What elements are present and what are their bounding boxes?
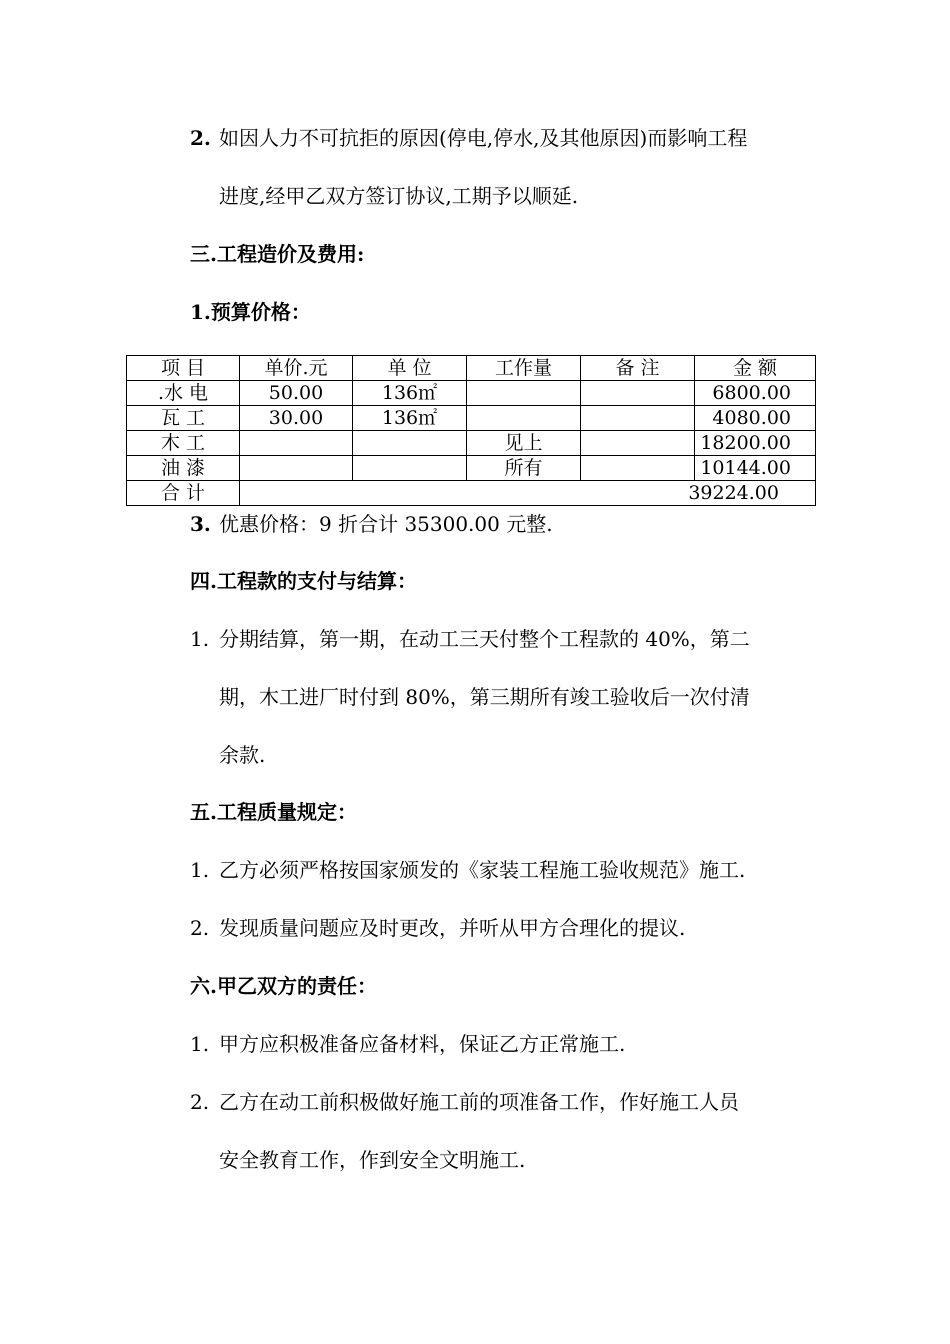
table-cell xyxy=(353,456,467,481)
table-cell xyxy=(467,381,581,406)
table-cell xyxy=(467,406,581,431)
paragraph-line: 余款. xyxy=(219,743,266,767)
item-number: 2. xyxy=(190,126,211,150)
table-cell: 瓦 工 xyxy=(127,406,240,431)
table-cell: 所有 xyxy=(467,456,581,481)
paragraph-line: 如因人力不可抗拒的原因(停电,停水,及其他原因)而影响工程 xyxy=(219,126,748,150)
table-cell-amount: 10144.00 xyxy=(695,456,816,481)
table-cell xyxy=(240,456,353,481)
table-cell xyxy=(581,456,695,481)
table-row xyxy=(127,456,816,481)
table-cell xyxy=(581,381,695,406)
table-header-cell: 单 位 xyxy=(353,356,467,381)
table-total-row xyxy=(127,481,816,506)
item-number: 3. xyxy=(190,512,211,536)
table-cell: 油 漆 xyxy=(127,456,240,481)
item-number: 1. xyxy=(190,1032,210,1056)
table-header-cell: 项 目 xyxy=(127,356,240,381)
section-heading-payment: 四.工程款的支付与结算： xyxy=(190,569,417,593)
table-cell: 50.00 xyxy=(240,381,353,406)
table-cell: 136㎡ xyxy=(353,381,467,406)
table-cell-amount: 6800.00 xyxy=(695,381,816,406)
table-cell xyxy=(240,431,353,456)
paragraph-line: 期，木工进厂时付到 80%，第三期所有竣工验收后一次付清 xyxy=(219,685,750,709)
item-number: 2. xyxy=(190,916,210,940)
discount-text: 优惠价格：9 折合计 35300.00 元整. xyxy=(219,512,553,536)
table-header-cell: 备 注 xyxy=(581,356,695,381)
table-header-cell: 单价.元 xyxy=(240,356,353,381)
table-total-value: 39224.00 xyxy=(240,481,816,506)
table-row xyxy=(127,431,816,456)
sub-heading-budget: 1.预算价格： xyxy=(190,300,311,324)
item-number: 1. xyxy=(190,858,210,882)
table-header-cell: 金 额 xyxy=(695,356,816,381)
paragraph-line: 甲方应积极准备应备材料，保证乙方正常施工. xyxy=(219,1032,626,1056)
table-row xyxy=(127,406,816,431)
paragraph-line: 乙方在动工前积极做好施工前的项准备工作，作好施工人员 xyxy=(219,1090,739,1114)
table-cell: .水 电 xyxy=(127,381,240,406)
table-total-label: 合 计 xyxy=(127,481,240,506)
paragraph-line: 进度,经甲乙双方签订协议,工期予以顺延. xyxy=(219,184,579,208)
section-heading-cost: 三.工程造价及费用: xyxy=(190,242,365,266)
item-number: 2. xyxy=(190,1090,210,1114)
section-heading-responsibilities: 六.甲乙双方的责任： xyxy=(190,974,377,998)
budget-table xyxy=(126,355,816,506)
table-cell xyxy=(353,431,467,456)
table-cell: 30.00 xyxy=(240,406,353,431)
table-cell xyxy=(581,406,695,431)
paragraph-line: 分期结算，第一期，在动工三天付整个工程款的 40%，第二 xyxy=(219,627,750,651)
paragraph-line: 安全教育工作，作到安全文明施工. xyxy=(219,1148,526,1172)
item-number: 1. xyxy=(190,627,210,651)
paragraph-line: 乙方必须严格按国家颁发的《家装工程施工验收规范》施工. xyxy=(219,858,746,882)
table-header-row xyxy=(127,356,816,381)
table-cell: 见上 xyxy=(467,431,581,456)
table-cell-amount: 18200.00 xyxy=(695,431,816,456)
table-cell: 136㎡ xyxy=(353,406,467,431)
table-header-cell: 工作量 xyxy=(467,356,581,381)
table-row xyxy=(127,381,816,406)
table-cell: 木 工 xyxy=(127,431,240,456)
table-cell-amount: 4080.00 xyxy=(695,406,816,431)
table-cell xyxy=(581,431,695,456)
section-heading-quality: 五.工程质量规定： xyxy=(190,800,357,824)
paragraph-line: 发现质量问题应及时更改，并听从甲方合理化的提议. xyxy=(219,916,686,940)
